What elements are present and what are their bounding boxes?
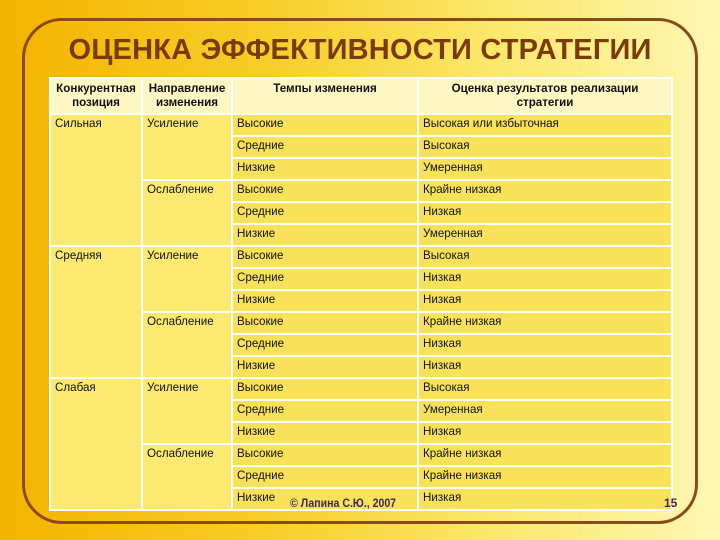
cell-result: Крайне низкая	[418, 180, 672, 202]
cell-rate: Средние	[232, 334, 418, 356]
cell-result: Высокая	[418, 378, 672, 400]
table-row	[50, 378, 672, 400]
cell-rate: Средние	[232, 268, 418, 290]
cell-rate: Низкие	[232, 356, 418, 378]
header-result-evaluation: Оценка результатов реализации стратегии	[418, 78, 672, 114]
cell-rate: Средние	[232, 466, 418, 488]
table-row	[50, 114, 672, 136]
cell-rate: Высокие	[232, 180, 418, 202]
table-row	[50, 180, 672, 202]
cell-competitive-position: Средняя	[50, 246, 142, 378]
cell-result: Крайне низкая	[418, 466, 672, 488]
copyright-footer: © Лапина С.Ю., 2007	[290, 496, 397, 510]
cell-rate: Средние	[232, 136, 418, 158]
table-row	[50, 444, 672, 466]
cell-direction: Ослабление	[142, 312, 232, 378]
cell-result: Умеренная	[418, 158, 672, 180]
cell-competitive-position: Слабая	[50, 378, 142, 510]
cell-rate: Низкие	[232, 422, 418, 444]
cell-result: Умеренная	[418, 224, 672, 246]
cell-result: Низкая	[418, 422, 672, 444]
header-competitive-position: Конкурентная позиция	[50, 78, 142, 114]
strategy-evaluation-table	[49, 77, 673, 511]
cell-result: Низкая	[418, 268, 672, 290]
page-number: 15	[664, 496, 678, 510]
cell-rate: Низкие	[232, 488, 418, 510]
cell-rate: Низкие	[232, 158, 418, 180]
cell-result: Крайне низкая	[418, 312, 672, 334]
cell-rate: Низкие	[232, 290, 418, 312]
cell-result: Высокая	[418, 136, 672, 158]
cell-result: Низкая	[418, 202, 672, 224]
cell-rate: Низкие	[232, 224, 418, 246]
cell-rate: Высокие	[232, 444, 418, 466]
header-rate: Темпы изменения	[232, 78, 418, 114]
cell-rate: Высокие	[232, 114, 418, 136]
cell-direction: Усиление	[142, 378, 232, 444]
cell-result: Высокая или избыточная	[418, 114, 672, 136]
header-direction: Направление изменения	[142, 78, 232, 114]
cell-result: Высокая	[418, 246, 672, 268]
cell-result: Низкая	[418, 488, 672, 510]
table-header-row	[50, 78, 672, 114]
cell-result: Крайне низкая	[418, 444, 672, 466]
cell-rate: Высокие	[232, 378, 418, 400]
cell-rate: Высокие	[232, 312, 418, 334]
cell-result: Низкая	[418, 356, 672, 378]
cell-result: Низкая	[418, 290, 672, 312]
table-row	[50, 246, 672, 268]
cell-direction: Ослабление	[142, 180, 232, 246]
cell-direction: Ослабление	[142, 444, 232, 510]
cell-rate: Средние	[232, 400, 418, 422]
cell-competitive-position: Сильная	[50, 114, 142, 246]
cell-result: Низкая	[418, 334, 672, 356]
cell-result: Умеренная	[418, 400, 672, 422]
cell-rate: Высокие	[232, 246, 418, 268]
cell-direction: Усиление	[142, 246, 232, 312]
table-row	[50, 312, 672, 334]
cell-rate: Средние	[232, 202, 418, 224]
slide-title: ОЦЕНКА ЭФФЕКТИВНОСТИ СТРАТЕГИИ	[68, 34, 652, 66]
cell-direction: Усиление	[142, 114, 232, 180]
